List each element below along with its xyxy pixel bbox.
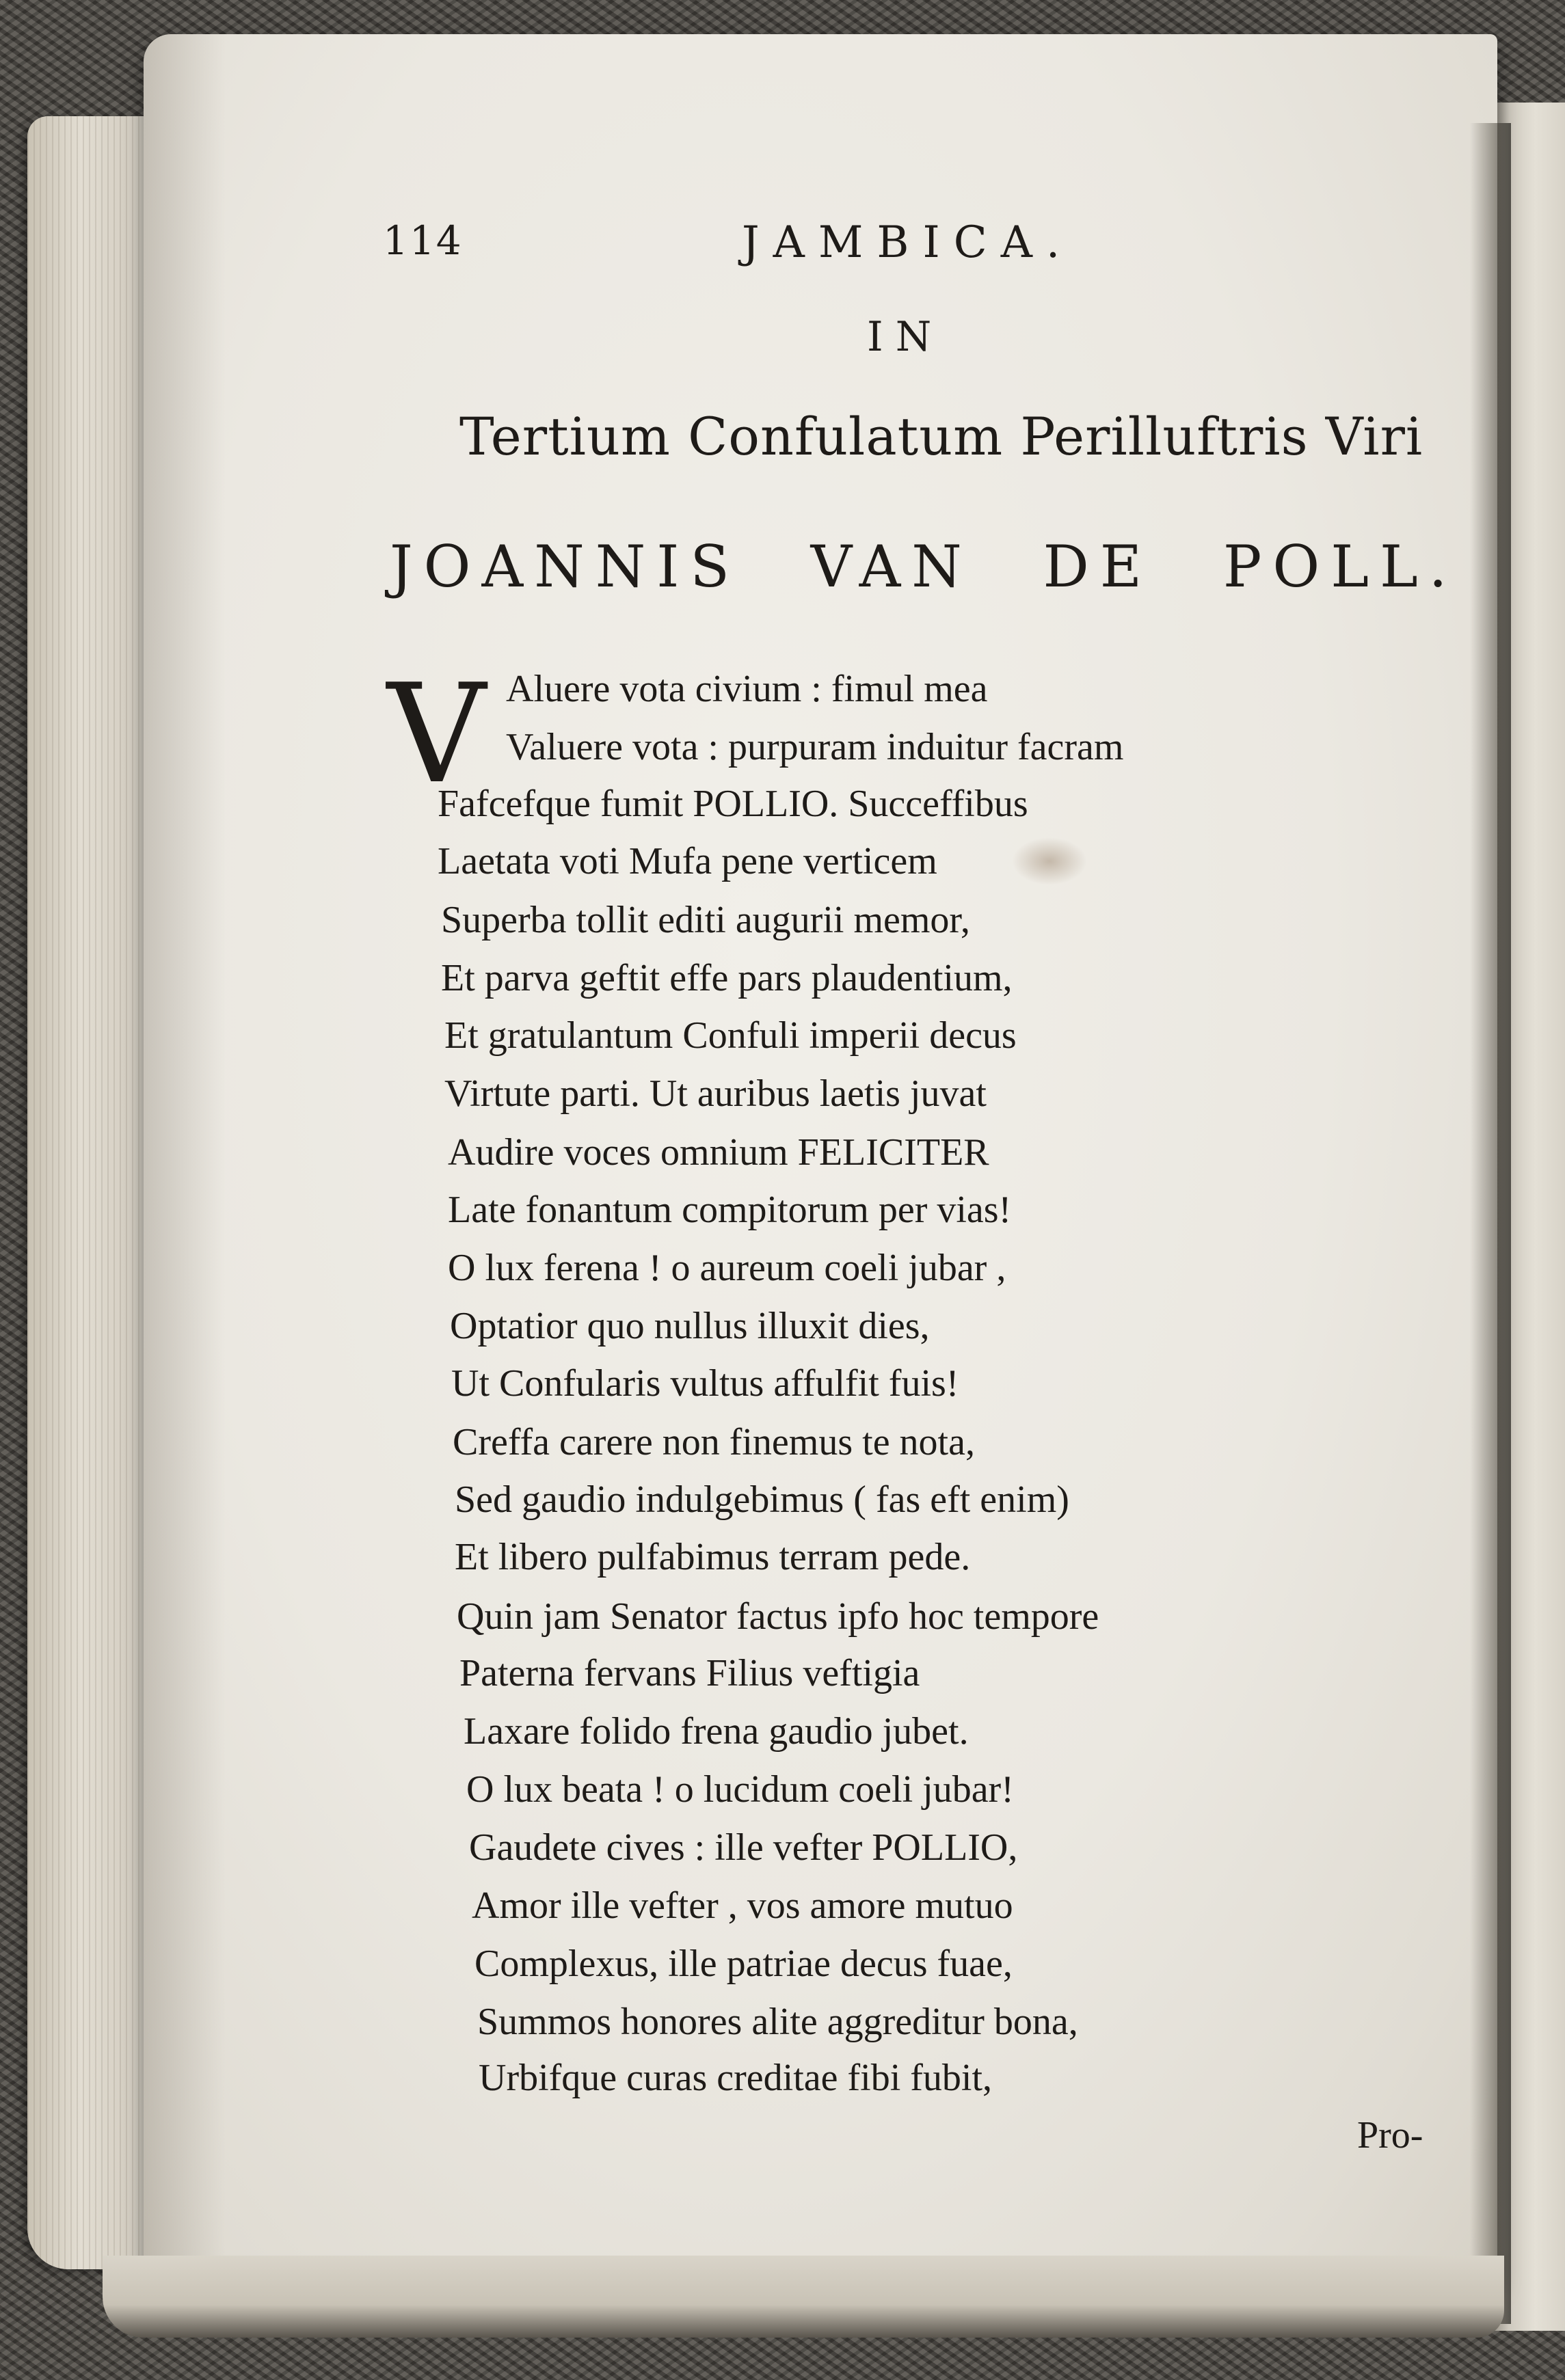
page-shading xyxy=(144,34,226,2283)
verse-line: Superba tollit editi augurii memor, xyxy=(441,899,970,941)
catchword: Pro- xyxy=(1357,2114,1423,2156)
verse-line: O lux beata ! o lucidum coeli jubar! xyxy=(466,1768,1014,1811)
page-number: 114 xyxy=(383,217,463,264)
verse-line: Fafcefque fumit POLLIO. Succeffibus xyxy=(438,783,1028,825)
verse-line: Gaudete cives : ille vefter POLLIO, xyxy=(469,1826,1018,1869)
paper-stain xyxy=(1012,837,1087,885)
drop-cap: V xyxy=(387,655,486,814)
verse-line: Laetata voti Mufa pene verticem xyxy=(438,840,937,882)
poem-title-name: JOANNIS VAN DE POLL. xyxy=(390,533,1458,600)
verse-line: Summos honores alite aggreditur bona, xyxy=(477,2001,1078,2043)
verse-line: Et gratulantum Confuli imperii decus xyxy=(444,1014,1017,1057)
verse-line: O lux ferena ! o aureum coeli jubar , xyxy=(448,1247,1006,1289)
verse-line: Quin jam Senator factus ipfo hoc tempore xyxy=(457,1595,1099,1638)
verse-line: Et parva geftit effe pars plaudentium, xyxy=(441,957,1013,999)
verse-line: Et libero pulfabimus terram pede. xyxy=(455,1536,971,1578)
verse-line: Optatior quo nullus illuxit dies, xyxy=(450,1305,930,1347)
verse-line: Urbifque curas creditae fibi fubit, xyxy=(479,2057,993,2099)
verse-line: Creffa carere non finemus te nota, xyxy=(453,1421,975,1463)
verse-line: Late fonantum compitorum per vias! xyxy=(448,1189,1012,1231)
verse-line: Amor ille vefter , vos amore mutuo xyxy=(472,1884,1013,1927)
verse-line: Paterna fervans Filius veftigia xyxy=(459,1652,920,1694)
poem-subtitle: Tertium Confulatum Perilluftris Viri xyxy=(459,406,1423,467)
verse-line: Complexus, ille patriae decus fuae, xyxy=(474,1943,1013,1985)
verse-line: Audire voces omnium FELICITER xyxy=(448,1131,989,1174)
book-gutter xyxy=(1470,123,1511,2324)
verse-line: Ut Confularis vultus affulfit fuis! xyxy=(451,1362,959,1405)
running-title: JAMBICA. xyxy=(742,217,1074,268)
page-bottom-edge xyxy=(103,2256,1504,2338)
verse-line: Aluere vota civium : fimul mea xyxy=(506,668,988,710)
verse-line: Virtute parti. Ut auribus laetis juvat xyxy=(444,1072,987,1115)
verse-line: Laxare folido frena gaudio jubet. xyxy=(464,1710,969,1753)
title-preposition: IN xyxy=(867,313,944,361)
verse-line: Sed gaudio indulgebimus ( fas eft enim) xyxy=(455,1478,1069,1521)
verse-line: Valuere vota : purpuram induitur facram xyxy=(506,726,1124,768)
